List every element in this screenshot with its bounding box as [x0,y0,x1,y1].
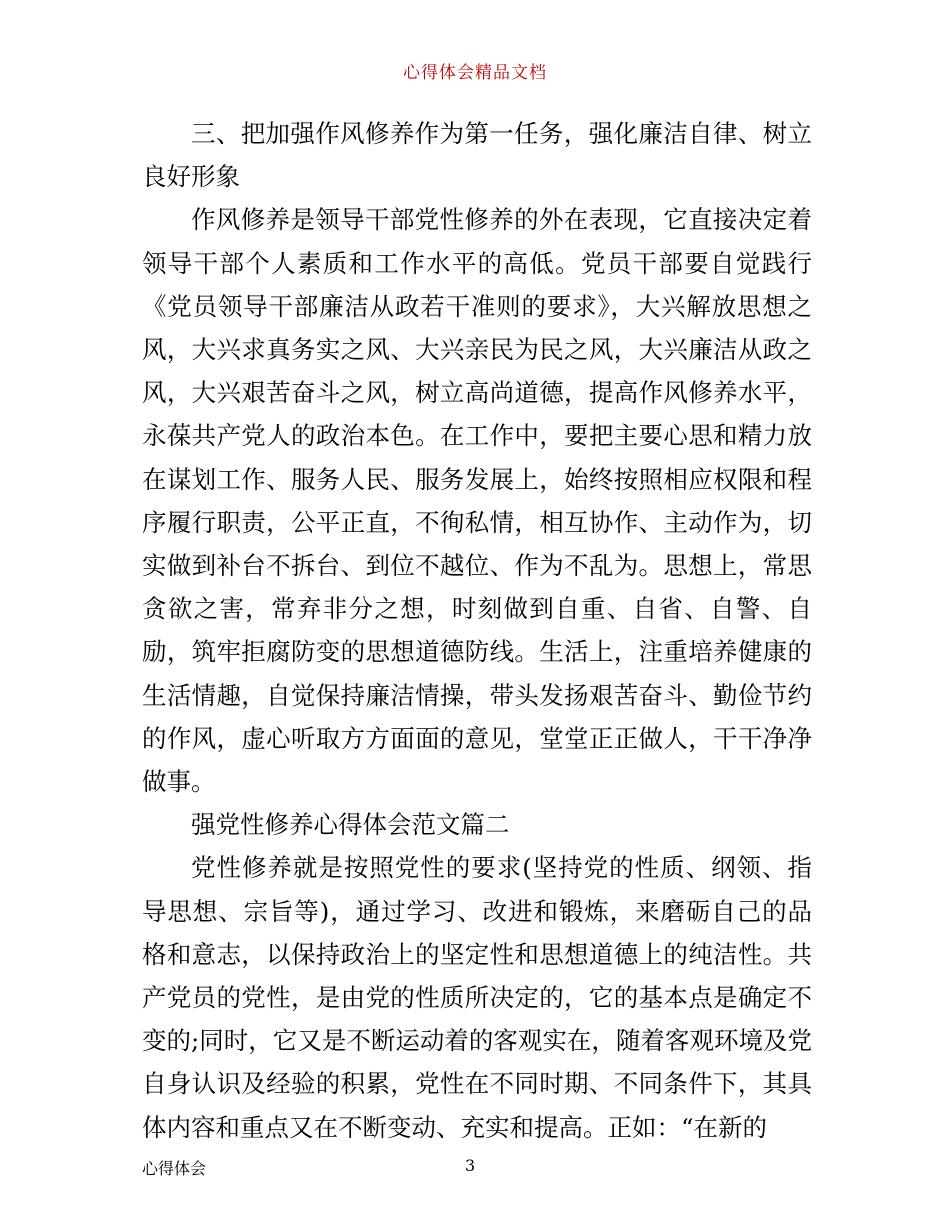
section-heading-three: 三、把加强作风修养作为第一任务，强化廉洁自律、树立良好形象 [142,119,812,192]
document-body [142,112,812,1149]
page-header-title: 心得体会精品文档 [403,63,547,83]
section-title-essay-two: 强党性修养心得体会范文篇二 [191,810,510,840]
footer-label: 心得体会 [142,1159,207,1178]
body-paragraph-work-style: 作风修养是领导干部党性修养的外在表现，它直接决定着领导干部个人素质和工作水平的高低。党员干部要自觉践行《党员领导干部廉洁从政若干准则的要求》，大兴解放思想之风，大兴求真务实之风、大兴亲民为民之风，大兴廉洁从政之风，大兴艰苦奋斗之风，树立高尚道德，提高作风修养水平，永葆共产党人的政治本色。在工作中，要把主要心思和精力放在谋划工作、服务人民、服务发展上，始终按照相应权限和程序履行职责，公平正直，不徇私情，相互协作、主动作为，切实做到补台不拆台、到位不越位、作为不乱为。思想上，常思贪欲之害，常弃非分之想，时刻做到自重、自省、自警、自励，筑牢拒腐防变的思想道德防线。生活上，注重培养健康的生活情趣，自觉保持廉洁情操，带头发扬艰苦奋斗、勤俭节约的作风，虚心听取方方面面的意见，堂堂正正做人，干干净净做事。 [142,205,812,797]
body-paragraph-party-spirit: 党性修养就是按照党性的要求(坚持党的性质、纲领、指导思想、宗旨等)，通过学习、改进和锻炼，来磨砺自己的品格和意志，以保持政治上的坚定性和思想道德上的纯洁性。共产党员的党性，是由党的性质所决定的，它的基本点是确定不变的;同时，它又是不断运动着的客观实在，随着客观环境及党自身认识及经验的积累，党性在不同时期、不同条件下，其具体内容和重点又在不断变动、充实和提高。正如：“在新的 [142,853,812,1142]
page-number: 3 [465,1156,476,1175]
